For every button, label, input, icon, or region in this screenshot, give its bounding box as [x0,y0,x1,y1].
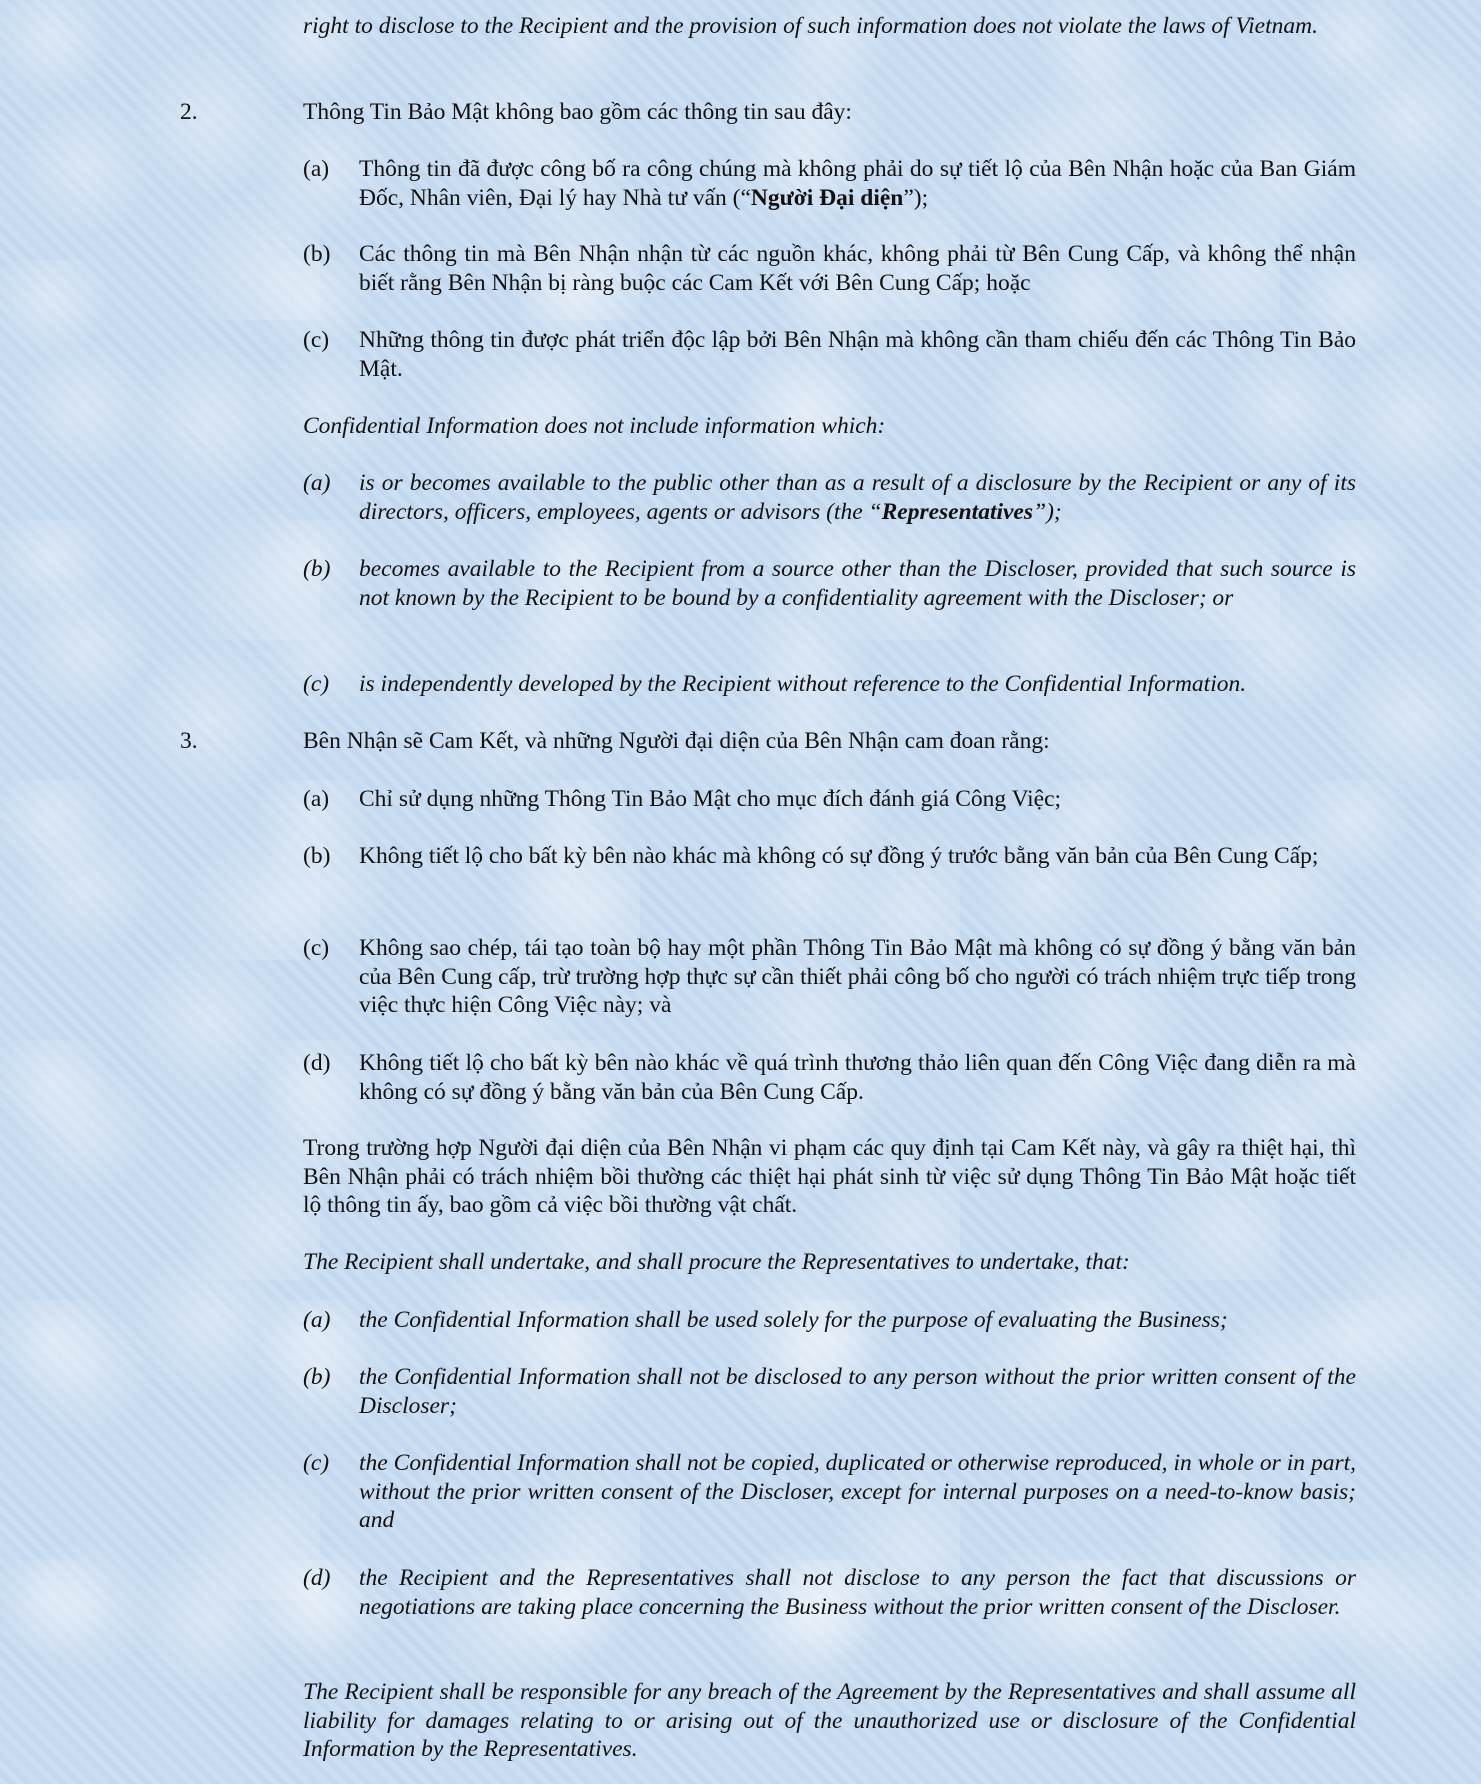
section-3-vi-item-a-label: (a) [303,786,330,812]
section-3-en-item-b-label: (b) [303,1364,331,1390]
section-3-vi-item-c-label: (c) [303,935,330,961]
section-2-en-item-c-label: (c) [303,671,330,697]
section-3-en-closing: The Recipient shall be responsible for any breach of the Agreement by the Representatives and shall assume all liability for damages relating to or arising out of the unauthorized use or disclosure of the Confidential Information by the Representatives. [303,1679,1356,1762]
section-3-en-item-a-label: (a) [303,1307,331,1333]
section-2-vi-item-c-label: (c) [303,327,330,353]
section-3-en-item-d: the Recipient and the Representatives shall not disclose to any person the fact that discussions or negotiations are taking place concerning the Business without the prior written consent of the Discloser. [359,1565,1356,1620]
section-3-en-item-a: the Confidential Information shall be used solely for the purpose of evaluating the Business; [359,1307,1228,1333]
section-3-vi-item-d: Không tiết lộ cho bất kỳ bên nào khác về quá trình thương thảo liên quan đến Công Việc đang diễn ra mà không có sự đồng ý bằng văn bản của Bên Cung Cấp. [359,1050,1356,1105]
section-3-vi-item-b: Không tiết lộ cho bất kỳ bên nào khác mà không có sự đồng ý trước bằng văn bản của Bên Cung Cấp; [359,843,1319,869]
section-3-vi-intro: Bên Nhận sẽ Cam Kết, và những Người đại diện của Bên Nhận cam đoan rằng: [303,728,1050,754]
section-2-en-intro: Confidential Information does not include information which: [303,413,886,439]
section-3-number: 3. [180,728,198,754]
section-2-en-item-a: is or becomes available to the public other than as a result of a disclosure by the Recipient or any of its directors, officers, employees, agents or advisors (the “Representatives”); [359,470,1356,525]
section-3-vi-item-a: Chỉ sử dụng những Thông Tin Bảo Mật cho mục đích đánh giá Công Việc; [359,786,1062,812]
section-2-en-item-b: becomes available to the Recipient from a source other than the Discloser, provided that such source is not known by the Recipient to be bound by a confidentiality agreement with the Discloser; or [359,556,1356,611]
section-3-vi-closing: Trong trường hợp Người đại diện của Bên Nhận vi phạm các quy định tại Cam Kết này, và gây ra thiệt hại, thì Bên Nhận phải có trách nhiệm bồi thường các thiệt hại phát sinh từ việc sử dụng Thông Tin Bảo Mật hoặc tiết lộ thông tin ấy, bao gồm cả việc bồi thường vật chất. [303,1135,1356,1218]
section-3-vi-item-c: Không sao chép, tái tạo toàn bộ hay một phần Thông Tin Bảo Mật mà không có sự đồng ý bằng văn bản của Bên Cung cấp, trừ trường hợp thực sự cần thiết phải công bố cho người có trách nhiệm trực tiếp trong việc thực hiện Công Việc này; và [359,935,1356,1018]
top-continuation-text: right to disclose to the Recipient and the provision of such information does not violate the laws of Vietnam. [303,13,1318,39]
section-2-vi-item-a: Thông tin đã được công bố ra công chúng mà không phải do sự tiết lộ của Bên Nhận hoặc của Ban Giám Đốc, Nhân viên, Đại lý hay Nhà tư vấn (“Người Đại diện”); [359,156,1356,211]
section-2-vi-intro: Thông Tin Bảo Mật không bao gồm các thông tin sau đây: [303,99,852,125]
section-3-en-intro: The Recipient shall undertake, and shall procure the Representatives to undertake, that: [303,1249,1130,1275]
term-nguoi-dai-dien: Người Đại diện [750,184,904,211]
section-3-en-item-c: the Confidential Information shall not be copied, duplicated or otherwise reproduced, in whole or in part, without the prior written consent of the Discloser, except for internal purposes on a need-to-know basis; and [359,1450,1356,1533]
section-2-en-item-b-label: (b) [303,556,331,582]
section-2-vi-item-c: Những thông tin được phát triển độc lập bởi Bên Nhận mà không cần tham chiếu đến các Thông Tin Bảo Mật. [359,327,1356,382]
term-representatives: Representatives [881,498,1034,525]
section-2-vi-item-b-label: (b) [303,241,331,267]
section-2-vi-item-a-label: (a) [303,156,330,182]
section-3-vi-item-d-label: (d) [303,1050,331,1076]
section-2-en-item-a-label: (a) [303,470,331,496]
section-2-vi-item-b: Các thông tin mà Bên Nhận nhận từ các nguồn khác, không phải từ Bên Cung Cấp, và không thể nhận biết rằng Bên Nhận bị ràng buộc các Cam Kết với Bên Cung Cấp; hoặc [359,241,1356,296]
section-3-en-item-c-label: (c) [303,1450,330,1476]
section-2-en-item-c: is independently developed by the Recipient without reference to the Confidential Information. [359,671,1247,697]
section-3-vi-item-b-label: (b) [303,843,331,869]
section-2-number: 2. [180,99,198,125]
section-3-en-item-b: the Confidential Information shall not be disclosed to any person without the prior written consent of the Discloser; [359,1364,1356,1419]
section-3-en-item-d-label: (d) [303,1565,331,1591]
